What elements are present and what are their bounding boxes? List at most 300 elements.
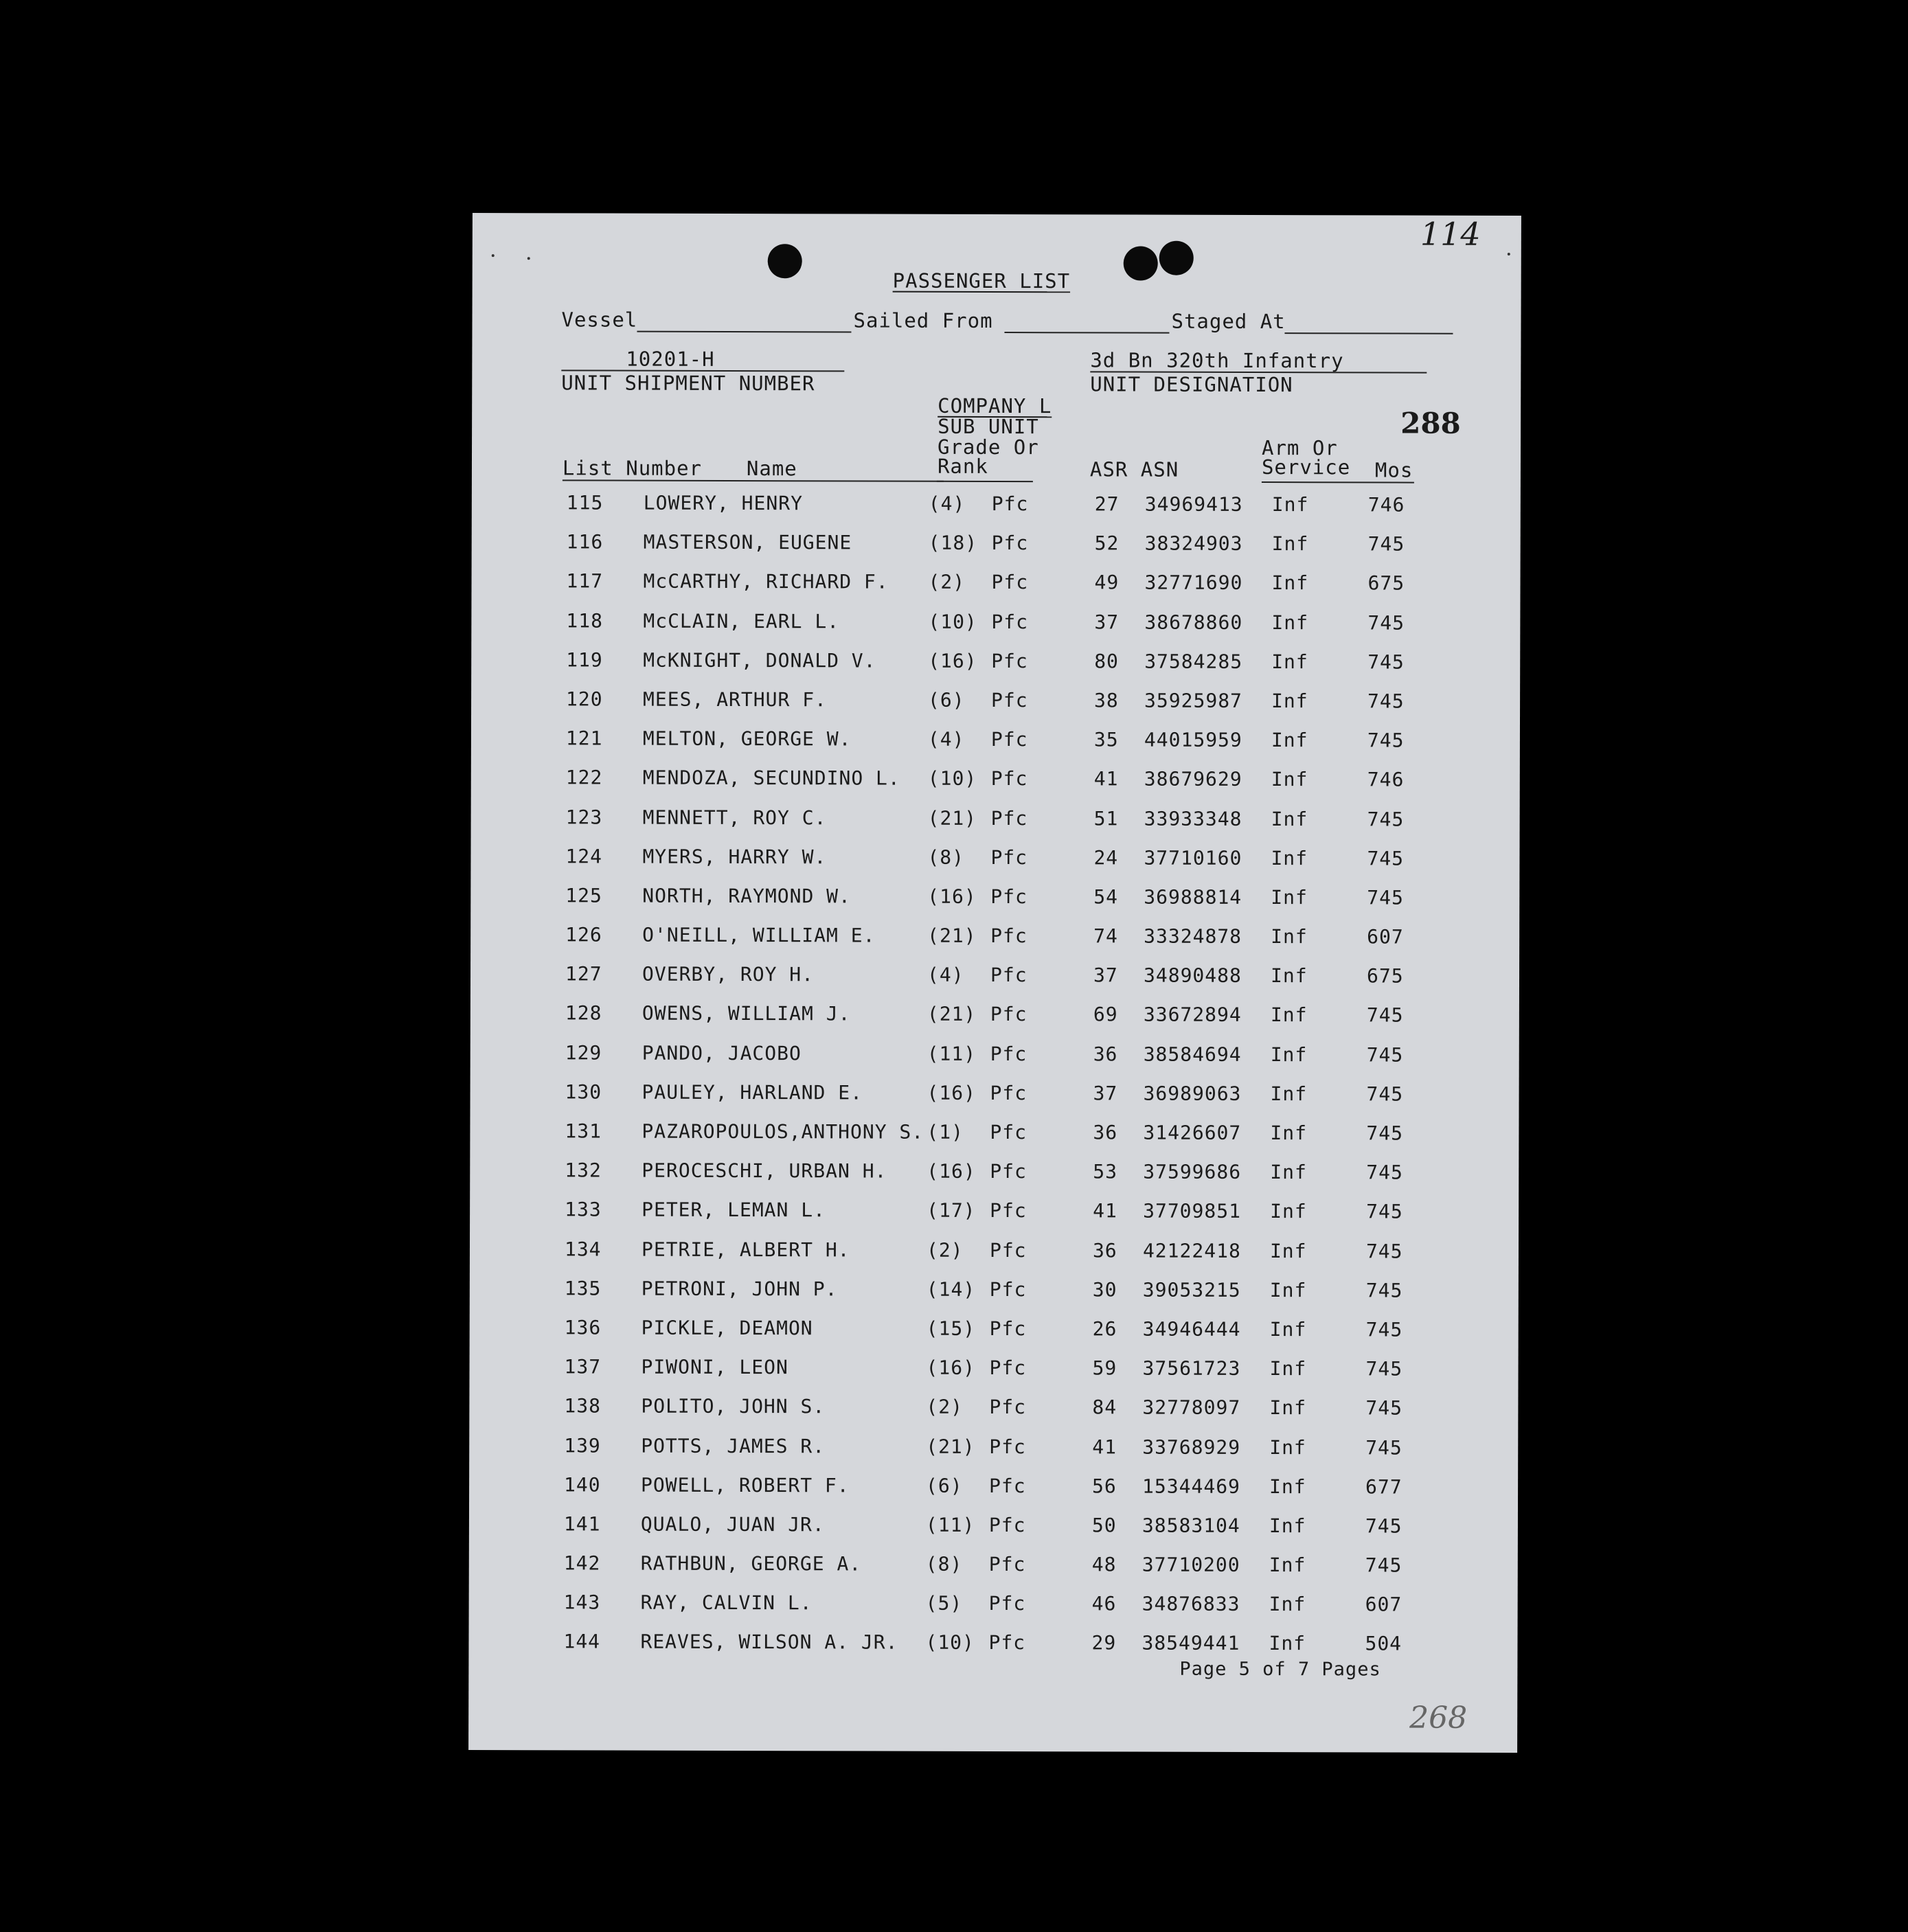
cell-asr: 52 — [1094, 532, 1120, 555]
cell-mos: 745 — [1367, 650, 1405, 674]
cell-name: McCARTHY, RICHARD F. — [643, 570, 889, 593]
cell-asr: 24 — [1093, 846, 1119, 870]
cell-arm: Inf — [1271, 807, 1308, 830]
cell-num: 134 — [564, 1237, 602, 1261]
cell-rank: Pfc — [990, 1199, 1027, 1223]
table-row — [470, 923, 1519, 965]
cell-name: MELTON, GEORGE W. — [642, 727, 852, 751]
cell-rank: Pfc — [990, 728, 1028, 751]
cell-grade: (21) — [927, 924, 977, 947]
cell-name: PETER, LEMAN L. — [641, 1198, 826, 1222]
cell-asn: 33324878 — [1144, 924, 1242, 948]
cell-name: PICKLE, DEAMON — [641, 1316, 813, 1340]
cell-name: PETRONI, JOHN P. — [641, 1277, 838, 1301]
cell-mos: 745 — [1365, 1554, 1402, 1577]
cell-grade: (16) — [928, 649, 977, 672]
cell-asn: 36989063 — [1143, 1082, 1242, 1105]
cell-num: 137 — [564, 1355, 602, 1378]
cell-grade: (4) — [927, 963, 964, 987]
punch-hole — [1124, 246, 1158, 280]
cell-name: PETRIE, ALBERT H. — [641, 1238, 850, 1262]
cell-name: PANDO, JACOBO — [641, 1041, 802, 1065]
table-row — [470, 1159, 1519, 1201]
unit-shipment-number: 10201-H — [626, 347, 715, 371]
cell-name: McKNIGHT, DONALD V. — [643, 648, 876, 672]
table-row — [469, 1591, 1518, 1633]
cell-num: 128 — [565, 1001, 602, 1025]
cell-grade: (11) — [927, 1042, 977, 1065]
unit-shipment-label: UNIT SHIPMENT NUMBER — [561, 371, 815, 396]
cell-rank: Pfc — [989, 1277, 1027, 1301]
table-row — [469, 1473, 1518, 1515]
cell-name: PEROCESCHI, URBAN H. — [641, 1159, 887, 1183]
cell-asr: 36 — [1092, 1238, 1117, 1262]
cell-num: 141 — [563, 1512, 601, 1536]
cell-grade: (21) — [926, 1435, 975, 1458]
cell-rank: Pfc — [989, 1396, 1027, 1419]
cell-mos: 745 — [1366, 1043, 1404, 1067]
cell-grade: (16) — [927, 1159, 976, 1183]
cell-name: RAY, CALVIN L. — [640, 1591, 813, 1615]
table-row — [470, 884, 1519, 926]
cell-rank: Pfc — [990, 1160, 1027, 1183]
cell-num: 139 — [564, 1433, 601, 1457]
cell-arm: Inf — [1271, 571, 1309, 595]
cell-asr: 69 — [1093, 1003, 1118, 1026]
sailed-from-field-line — [1004, 332, 1169, 334]
cell-asn: 38584694 — [1143, 1043, 1242, 1066]
cell-rank: Pfc — [989, 1474, 1026, 1497]
cell-rank: Pfc — [990, 1081, 1027, 1104]
table-row — [471, 687, 1520, 729]
cell-asn: 38678860 — [1144, 611, 1243, 634]
cell-rank: Pfc — [990, 1120, 1027, 1144]
cell-num: 144 — [563, 1630, 601, 1653]
table-row — [471, 727, 1520, 769]
cell-num: 135 — [564, 1277, 602, 1300]
table-row — [470, 1316, 1519, 1358]
punch-hole — [768, 244, 802, 278]
cell-rank: Pfc — [990, 806, 1028, 830]
table-row — [469, 1552, 1518, 1593]
cell-name: OVERBY, ROY H. — [641, 962, 815, 986]
cell-name: MEES, ARTHUR F. — [643, 687, 827, 712]
cell-num: 117 — [566, 569, 604, 593]
cell-asn: 38679629 — [1144, 767, 1242, 791]
cell-rank: Pfc — [991, 649, 1028, 672]
cell-arm: Inf — [1271, 925, 1308, 948]
cell-grade: (10) — [927, 767, 977, 791]
cell-rank: Pfc — [989, 1317, 1027, 1341]
cell-mos: 745 — [1366, 1122, 1404, 1145]
unit-designation-label: UNIT DESIGNATION — [1090, 372, 1293, 397]
cell-num: 130 — [565, 1080, 602, 1104]
cell-name: MASTERSON, EUGENE — [643, 530, 852, 554]
cell-mos: 745 — [1367, 729, 1405, 752]
cell-asn: 33933348 — [1144, 807, 1242, 830]
table-row — [470, 1080, 1519, 1122]
cell-asn: 38583104 — [1142, 1514, 1240, 1537]
page-footer: Page 5 of 7 Pages — [1179, 1658, 1381, 1681]
cell-rank: Pfc — [989, 1356, 1027, 1380]
cell-arm: Inf — [1269, 1514, 1306, 1538]
cell-grade: (10) — [925, 1631, 975, 1655]
arm-label: Arm Or — [1261, 436, 1338, 460]
cell-rank: Pfc — [991, 610, 1028, 633]
cell-asn: 37561723 — [1142, 1356, 1241, 1380]
cell-asn: 33672894 — [1143, 1003, 1242, 1027]
cell-mos: 745 — [1366, 1200, 1403, 1223]
table-row — [470, 1041, 1519, 1083]
cell-rank: Pfc — [991, 571, 1029, 594]
cell-name: LOWERY, HENRY — [643, 491, 804, 515]
cell-asn: 44015959 — [1144, 728, 1242, 752]
punch-hole — [1159, 241, 1194, 275]
table-row — [470, 1277, 1519, 1319]
cell-num: 124 — [565, 845, 603, 868]
cell-arm: Inf — [1269, 1396, 1307, 1420]
cell-mos: 745 — [1367, 807, 1405, 831]
cell-name: POLITO, JOHN S. — [641, 1394, 826, 1418]
cell-mos: 745 — [1366, 1161, 1403, 1184]
cell-mos: 745 — [1365, 1514, 1402, 1538]
cell-asn: 33768929 — [1142, 1435, 1241, 1459]
cell-num: 122 — [565, 766, 603, 789]
cell-asr: 37 — [1093, 1082, 1118, 1105]
cell-rank: Pfc — [990, 845, 1028, 869]
cell-num: 120 — [566, 687, 603, 711]
table-row — [469, 1394, 1518, 1436]
cell-grade: (8) — [927, 845, 965, 869]
cell-grade: (21) — [927, 1003, 977, 1026]
cell-name: POTTS, JAMES R. — [641, 1434, 826, 1457]
table-row — [472, 491, 1521, 533]
cell-mos: 746 — [1367, 493, 1405, 516]
cell-asr: 53 — [1093, 1160, 1118, 1183]
cell-arm: Inf — [1269, 1278, 1307, 1302]
cell-mos: 745 — [1367, 611, 1405, 635]
cell-arm: Inf — [1269, 1317, 1307, 1341]
cell-asr: 59 — [1092, 1356, 1117, 1380]
cell-mos: 745 — [1365, 1239, 1403, 1263]
cell-grade: (14) — [926, 1277, 976, 1301]
unit-designation: 3d Bn 320th Infantry — [1090, 348, 1344, 373]
cell-asn: 32778097 — [1142, 1396, 1241, 1420]
cell-rank: Pfc — [991, 492, 1029, 516]
passenger-table — [468, 491, 1520, 1672]
cell-rank: Pfc — [990, 924, 1027, 948]
cell-arm: Inf — [1271, 846, 1308, 870]
cell-arm: Inf — [1270, 1122, 1308, 1145]
cell-asr: 74 — [1093, 924, 1118, 948]
table-row — [471, 766, 1520, 808]
staged-at-label: Staged At — [1171, 309, 1286, 334]
cell-asr: 30 — [1092, 1278, 1117, 1302]
cell-arm: Inf — [1270, 1003, 1308, 1027]
cell-grade: (11) — [925, 1513, 975, 1536]
cell-num: 142 — [563, 1552, 601, 1575]
cell-rank: Pfc — [990, 1003, 1027, 1026]
cell-grade: (16) — [927, 1081, 977, 1104]
cell-mos: 745 — [1365, 1435, 1402, 1459]
cell-arm: Inf — [1269, 1593, 1306, 1616]
cell-asn: 37599686 — [1143, 1160, 1242, 1184]
cell-arm: Inf — [1269, 1435, 1306, 1459]
cell-asn: 38324903 — [1144, 532, 1243, 556]
cell-mos: 746 — [1367, 768, 1405, 791]
cell-asr: 41 — [1092, 1435, 1117, 1458]
cell-grade: (4) — [928, 492, 966, 515]
staged-at-field-line — [1284, 332, 1453, 334]
mos-header: Mos — [1374, 458, 1413, 482]
cell-name: QUALO, JUAN JR. — [640, 1512, 825, 1536]
table-row — [470, 845, 1519, 887]
cell-name: NORTH, RAYMOND W. — [642, 884, 851, 908]
cell-name: RATHBUN, GEORGE A. — [640, 1552, 862, 1576]
cell-rank: Pfc — [991, 688, 1028, 712]
cell-grade: (21) — [927, 806, 977, 830]
cell-asn: 37584285 — [1144, 650, 1243, 673]
cell-asr: 29 — [1091, 1631, 1117, 1655]
cell-arm: Inf — [1271, 532, 1309, 556]
header-underline — [1262, 481, 1414, 484]
cell-arm: Inf — [1270, 964, 1308, 988]
cell-asr: 41 — [1093, 1199, 1117, 1223]
cell-arm: Inf — [1271, 611, 1308, 634]
cell-mos: 607 — [1367, 925, 1404, 948]
cell-asn: 37710160 — [1144, 846, 1242, 870]
cell-name: MYERS, HARRY W. — [642, 845, 827, 869]
cell-mos: 745 — [1365, 1318, 1403, 1341]
table-row — [470, 962, 1519, 1004]
cell-mos: 677 — [1365, 1475, 1402, 1499]
cell-grade: (2) — [928, 571, 966, 594]
cell-name: McCLAIN, EARL L. — [643, 609, 840, 633]
cell-name: OWENS, WILLIAM J. — [641, 1002, 851, 1025]
cell-mos: 504 — [1365, 1632, 1402, 1655]
table-row — [470, 1198, 1519, 1240]
cell-name: PAZAROPOULOS,ANTHONY S. — [641, 1120, 924, 1144]
cell-rank: Pfc — [988, 1513, 1026, 1536]
cell-name: POWELL, ROBERT F. — [641, 1473, 850, 1497]
table-row — [470, 1001, 1519, 1043]
cell-asr: 54 — [1093, 885, 1119, 909]
cell-name: MENNETT, ROY C. — [642, 806, 827, 829]
cell-grade: (5) — [925, 1591, 963, 1615]
table-row — [472, 530, 1521, 572]
passenger-list-page — [468, 213, 1521, 1753]
cell-rank: Pfc — [988, 1553, 1026, 1576]
cell-rank: Pfc — [990, 767, 1028, 791]
cell-asr: 37 — [1094, 610, 1120, 634]
cell-arm: Inf — [1271, 689, 1308, 713]
cell-num: 143 — [563, 1591, 601, 1614]
list-number-header: List Number — [562, 456, 703, 480]
cell-asn: 31426607 — [1143, 1121, 1242, 1144]
cell-mos: 745 — [1367, 847, 1405, 870]
cell-mos: 745 — [1365, 1357, 1403, 1380]
cell-arm: Inf — [1271, 768, 1308, 791]
cell-asr: 35 — [1093, 728, 1119, 751]
cell-mos: 745 — [1367, 886, 1404, 909]
cell-asr: 56 — [1092, 1475, 1117, 1498]
cell-grade: (2) — [926, 1238, 964, 1262]
table-row — [471, 569, 1520, 611]
cell-rank: Pfc — [989, 1238, 1027, 1262]
cell-asr: 27 — [1094, 492, 1120, 516]
speck — [527, 257, 530, 260]
cell-mos: 675 — [1367, 571, 1405, 595]
cell-asn: 42122418 — [1142, 1239, 1241, 1262]
cell-asr: 49 — [1094, 571, 1120, 594]
cell-asn: 34890488 — [1143, 964, 1242, 988]
cell-num: 123 — [565, 805, 603, 829]
cell-asr: 84 — [1092, 1396, 1117, 1419]
sailed-from-label: Sailed From — [853, 308, 993, 332]
cell-asr: 50 — [1091, 1514, 1117, 1537]
cell-mos: 745 — [1366, 1082, 1404, 1106]
cell-arm: Inf — [1271, 885, 1308, 909]
cell-num: 115 — [566, 491, 604, 514]
cell-asn: 38549441 — [1142, 1632, 1240, 1655]
cell-asr: 26 — [1092, 1317, 1117, 1341]
asr-asn-header: ASR ASN — [1089, 457, 1179, 481]
cell-num: 126 — [565, 923, 602, 946]
table-row — [471, 648, 1520, 690]
header-underline — [937, 481, 1033, 482]
handwritten-number: 268 — [1409, 1700, 1468, 1736]
cell-num: 121 — [565, 727, 603, 750]
cell-grade: (15) — [926, 1317, 976, 1340]
cell-name: PIWONI, LEON — [641, 1355, 788, 1379]
cell-arm: Inf — [1271, 729, 1308, 752]
cell-asn: 34969413 — [1144, 492, 1243, 516]
cell-asn: 15344469 — [1142, 1475, 1240, 1498]
speck — [1508, 253, 1510, 255]
cell-grade: (2) — [926, 1396, 964, 1419]
service-label: Service — [1261, 455, 1351, 479]
cell-grade: (10) — [928, 610, 977, 633]
cell-asn: 39053215 — [1142, 1278, 1241, 1302]
cell-arm: Inf — [1270, 1161, 1307, 1184]
cell-asn: 34946444 — [1142, 1317, 1241, 1341]
cell-asn: 35925987 — [1144, 689, 1242, 712]
table-row — [470, 1120, 1519, 1161]
cell-arm: Inf — [1269, 1554, 1306, 1577]
cell-num: 129 — [565, 1041, 602, 1065]
table-row — [470, 1238, 1519, 1280]
cell-grade: (8) — [925, 1552, 963, 1576]
cell-num: 119 — [566, 648, 603, 672]
table-row — [469, 1433, 1518, 1475]
grade-label: Grade Or — [937, 435, 1039, 459]
table-row — [471, 609, 1520, 651]
cell-mos: 607 — [1365, 1593, 1402, 1616]
cell-rank: Pfc — [990, 885, 1027, 908]
name-header: Name — [746, 457, 797, 481]
cell-mos: 745 — [1367, 690, 1405, 713]
cell-num: 125 — [565, 884, 602, 907]
cell-asr: 48 — [1091, 1553, 1117, 1576]
speck — [492, 254, 495, 257]
cell-asn: 32771690 — [1144, 571, 1243, 595]
rank-label: Rank — [937, 454, 988, 478]
cell-name: PAULEY, HARLAND E. — [641, 1080, 863, 1104]
cell-asr: 46 — [1091, 1592, 1117, 1615]
cell-num: 127 — [565, 962, 602, 986]
cell-asr: 37 — [1093, 964, 1118, 987]
cell-rank: Pfc — [991, 532, 1029, 555]
cell-mos: 745 — [1365, 1396, 1403, 1420]
cell-arm: Inf — [1270, 1082, 1308, 1106]
cell-asr: 41 — [1093, 767, 1119, 791]
cell-asn: 37709851 — [1143, 1199, 1242, 1223]
cell-num: 133 — [565, 1198, 602, 1221]
cell-grade: (4) — [927, 727, 965, 751]
cell-num: 118 — [566, 609, 604, 633]
vessel-field-line — [637, 331, 851, 333]
cell-arm: Inf — [1270, 1043, 1308, 1066]
cell-arm: Inf — [1269, 1239, 1307, 1262]
cell-mos: 745 — [1366, 1003, 1404, 1027]
cell-asn: 36988814 — [1144, 885, 1242, 909]
cell-rank: Pfc — [988, 1631, 1026, 1655]
cell-grade: (1) — [927, 1120, 964, 1144]
cell-arm: Inf — [1269, 1475, 1306, 1498]
cell-grade: (18) — [928, 531, 978, 555]
cell-num: 132 — [565, 1159, 602, 1182]
table-row — [469, 1355, 1518, 1397]
cell-num: 116 — [566, 530, 604, 554]
cell-num: 131 — [565, 1120, 602, 1143]
header-underline — [563, 479, 944, 481]
cell-grade: (17) — [927, 1199, 976, 1223]
cell-mos: 745 — [1367, 532, 1405, 556]
cell-num: 138 — [564, 1394, 602, 1418]
cell-name: MENDOZA, SECUNDINO L. — [642, 766, 900, 790]
table-row — [469, 1512, 1518, 1554]
cell-arm: Inf — [1269, 1357, 1307, 1380]
cell-rank: Pfc — [990, 1042, 1027, 1065]
cell-rank: Pfc — [989, 1435, 1026, 1458]
cell-asn: 34876833 — [1142, 1592, 1240, 1616]
cell-asr: 38 — [1094, 689, 1119, 712]
cell-num: 136 — [564, 1316, 602, 1339]
table-row — [471, 806, 1520, 848]
cell-mos: 675 — [1366, 964, 1404, 988]
handwritten-page-number: 114 — [1420, 215, 1481, 253]
cell-asr: 36 — [1093, 1121, 1118, 1144]
stamped-number: 288 — [1400, 406, 1461, 440]
company: COMPANY L — [938, 394, 1052, 418]
cell-arm: Inf — [1269, 1632, 1306, 1655]
cell-asr: 80 — [1094, 650, 1119, 673]
cell-num: 140 — [564, 1473, 601, 1497]
cell-asr: 36 — [1093, 1043, 1118, 1066]
cell-arm: Inf — [1270, 1200, 1307, 1223]
cell-name: O'NEILL, WILLIAM E. — [642, 923, 876, 947]
cell-grade: (6) — [926, 1474, 963, 1497]
page-title: PASSENGER LIST — [892, 269, 1071, 293]
cell-arm: Inf — [1271, 493, 1309, 516]
cell-rank: Pfc — [988, 1592, 1026, 1615]
cell-grade: (16) — [927, 885, 977, 908]
sub-unit-label: SUB UNIT — [938, 414, 1039, 439]
cell-asr: 51 — [1093, 806, 1119, 830]
cell-grade: (6) — [928, 688, 965, 712]
cell-mos: 745 — [1365, 1279, 1403, 1302]
cell-name: REAVES, WILSON A. JR. — [640, 1630, 898, 1655]
